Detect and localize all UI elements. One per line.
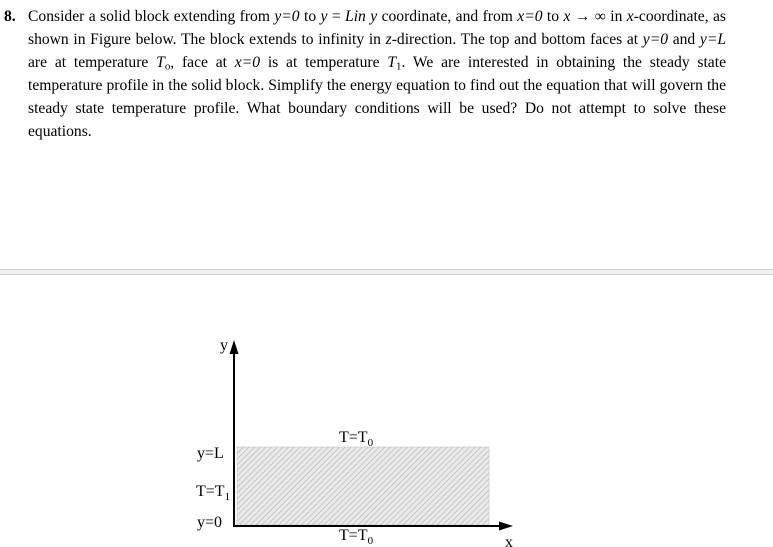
q-math-x0: x=0 — [517, 8, 543, 25]
label-bottom-face-temp — [339, 527, 374, 547]
q-math-y: y — [370, 8, 378, 25]
q-text-segment: to — [542, 8, 564, 25]
label-top-face-temp — [339, 429, 374, 449]
q-text-segment: and — [668, 31, 700, 48]
q-text-segment: is at temperature — [260, 54, 388, 71]
q-math-t: T — [387, 54, 397, 71]
y-axis-arrowhead — [230, 340, 239, 354]
q-math-yl: y=L — [699, 31, 727, 48]
q-text-segment: coordinate, and from — [377, 8, 518, 25]
label-left-face-temp — [196, 483, 230, 503]
label-y-equals-l: y=L — [197, 445, 224, 462]
q-text-segment: = — [327, 8, 346, 25]
label-top-face-temp-sub: 0 — [367, 437, 374, 449]
x-axis-arrowhead — [499, 522, 513, 531]
q-math-y0: y=0 — [642, 31, 669, 48]
y-axis-label: y — [220, 337, 228, 354]
q-math-x: x — [563, 8, 571, 25]
q-math-z: z — [385, 31, 392, 48]
q-text-segment: -coordinate, as shown in Figure below. The block extends to infinity in — [28, 8, 726, 48]
q-math-y0: y=0 — [274, 8, 300, 25]
q-text-segment: to — [299, 8, 321, 25]
label-left-face-temp-sub: 1 — [224, 491, 231, 503]
q-math-x0: x=0 — [234, 54, 261, 71]
q-math-x: x — [626, 8, 634, 25]
q-math-t: T — [156, 54, 165, 71]
question-number: 8. — [4, 8, 16, 25]
label-bottom-face-temp-sub: 0 — [367, 535, 374, 547]
q-text-segment: -direction. The top and bottom faces at — [391, 31, 643, 48]
label-top-face-temp-main: T=T — [339, 429, 368, 446]
q-text-segment: → ∞ in — [570, 8, 627, 25]
q-math-y: y — [320, 8, 328, 25]
q-math-lin: Lin — [345, 8, 366, 25]
label-bottom-face-temp-main: T=T — [339, 527, 368, 544]
label-left-face-temp-main: T=T — [196, 483, 225, 500]
x-axis-label: x — [505, 534, 513, 547]
q-text-segment: Consider a solid block extending from — [28, 8, 275, 25]
q-text-segment: . We are interested in obtaining the steady state temperature profile in the solid block. Simplify the energy equation to find out the equation that will govern the steady state temperature profile. What boundary conditions will be used? Do not attempt to solve these equations. — [28, 54, 726, 140]
q-text-segment: are at temperature — [28, 54, 157, 71]
solid-block — [237, 447, 489, 525]
q-math-sub-1: 1 — [396, 60, 402, 73]
label-y-equals-0: y=0 — [197, 514, 223, 531]
q-math-sub-o: o — [164, 60, 171, 73]
q-text-segment: , face at — [170, 54, 235, 71]
